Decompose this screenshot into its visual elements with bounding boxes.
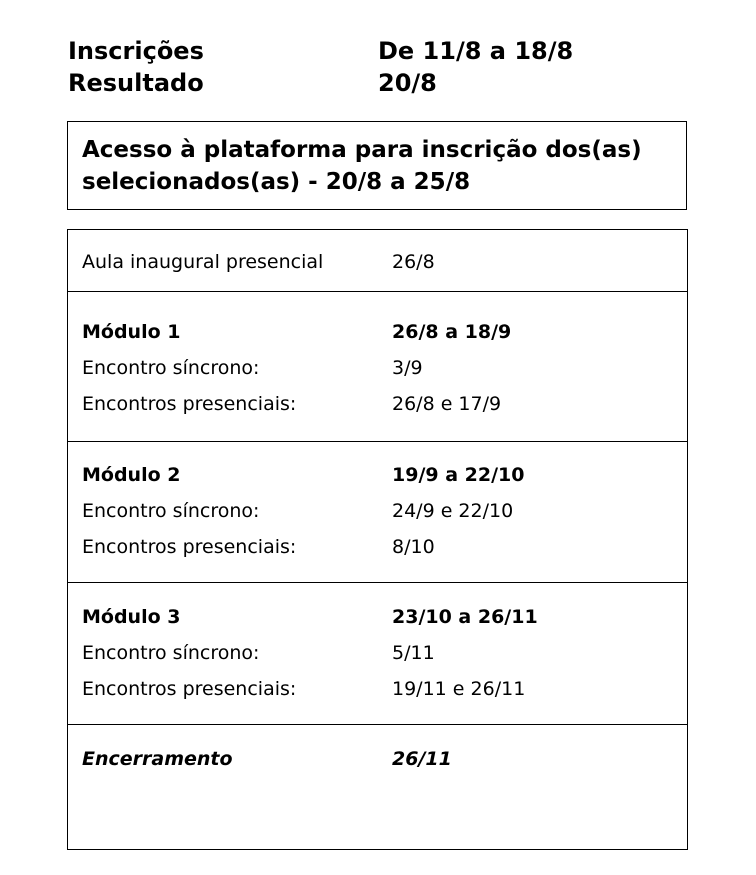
- modulo-2-pres-row: [68, 529, 687, 565]
- modulo-3-dates: 23/10 a 26/11: [392, 606, 538, 628]
- aula-inaugural-value: 26/8: [392, 251, 435, 273]
- inscricoes-row: [68, 34, 688, 68]
- modulo-3-section: [68, 583, 687, 725]
- inscricoes-value: De 11/8 a 18/8: [378, 37, 574, 65]
- encerramento-row: [68, 741, 687, 777]
- modulo-3-sync-row: [68, 635, 687, 671]
- modulo-3-title-row: [68, 599, 687, 635]
- modulo-2-section: [68, 442, 687, 583]
- modulo-1-pres-label: Encontros presenciais:: [82, 393, 297, 415]
- modulo-3-title: Módulo 3: [82, 606, 181, 628]
- modulo-2-dates: 19/9 a 22/10: [392, 464, 525, 486]
- modulo-2-sync-label: Encontro síncrono:: [82, 500, 260, 522]
- modulo-1-title-row: [68, 314, 687, 350]
- modulo-2-title: Módulo 2: [82, 464, 181, 486]
- modulo-1-section: [68, 292, 687, 442]
- modulo-2-sync-value: 24/9 e 22/10: [392, 500, 514, 522]
- aula-inaugural-label: Aula inaugural presencial: [82, 251, 324, 273]
- modulo-2-pres-label: Encontros presenciais:: [82, 536, 297, 558]
- encerramento-label: Encerramento: [82, 748, 233, 770]
- modulo-1-sync-row: [68, 350, 687, 386]
- modulo-2-title-row: [68, 457, 687, 493]
- modulo-3-sync-label: Encontro síncrono:: [82, 642, 260, 664]
- resultado-label: Resultado: [68, 69, 204, 97]
- modulo-1-pres-row: [68, 386, 687, 422]
- encerramento-section: [68, 725, 687, 849]
- modulo-1-sync-label: Encontro síncrono:: [82, 357, 260, 379]
- resultado-value: 20/8: [378, 69, 437, 97]
- modulo-3-pres-row: [68, 671, 687, 707]
- access-platform-box: [67, 121, 687, 210]
- aula-inaugural-row: [68, 244, 687, 280]
- inscricoes-label: Inscrições: [68, 37, 204, 65]
- encerramento-value: 26/11: [392, 748, 452, 770]
- schedule-table: [67, 229, 688, 850]
- modulo-1-dates: 26/8 a 18/9: [392, 321, 512, 343]
- modulo-1-title: Módulo 1: [82, 321, 181, 343]
- modulo-2-sync-row: [68, 493, 687, 529]
- resultado-row: [68, 66, 688, 100]
- modulo-3-sync-value: 5/11: [392, 642, 435, 664]
- modulo-3-pres-value: 19/11 e 26/11: [392, 678, 526, 700]
- access-platform-text: Acesso à plataforma para inscrição dos(as) selecionados(as) - 20/8 a 25/8: [82, 137, 642, 195]
- modulo-1-pres-value: 26/8 e 17/9: [392, 393, 502, 415]
- aula-inaugural-section: [68, 230, 687, 292]
- modulo-1-sync-value: 3/9: [392, 357, 423, 379]
- modulo-3-pres-label: Encontros presenciais:: [82, 678, 297, 700]
- modulo-2-pres-value: 8/10: [392, 536, 435, 558]
